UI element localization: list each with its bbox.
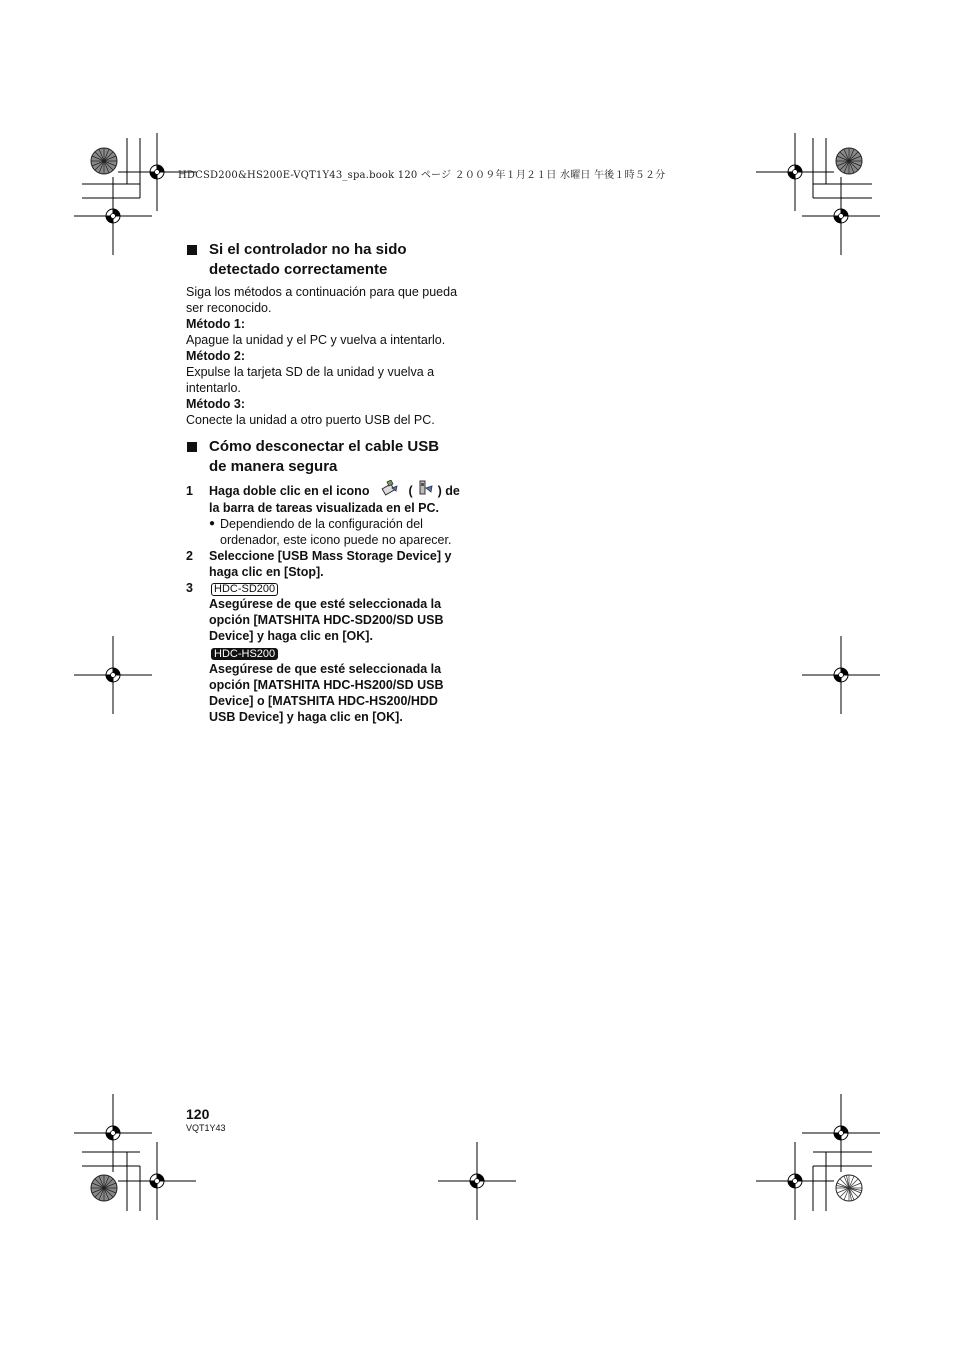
step-text: ) de xyxy=(437,484,460,498)
method-label: Método 1: xyxy=(186,317,246,331)
color-wheel-icon-bottom-right xyxy=(836,1175,862,1201)
method-text: Expulse la tarjeta SD de la unidad y vuelva a xyxy=(186,365,435,379)
step-number: 2 xyxy=(186,548,193,563)
intro-text: Siga los métodos a continuación para que pueda xyxy=(186,285,458,299)
method-text: Apague la unidad y el PC y vuelva a intentarlo. xyxy=(186,333,446,347)
section-title-line: Cómo desconectar el cable USB xyxy=(209,438,440,455)
color-wheel-icon-bottom-left xyxy=(91,1175,117,1201)
step-text: USB Device] y haga clic en [OK]. xyxy=(209,709,403,724)
section-title-line: detectado correctamente xyxy=(209,261,388,278)
step-text: ( xyxy=(408,484,413,498)
safely-remove-hardware-icon xyxy=(381,480,399,500)
note-text: ordenador, este icono puede no aparecer. xyxy=(220,532,452,547)
step-note xyxy=(209,516,466,548)
crosshair-registration-icon xyxy=(74,636,152,714)
usb-device-eject-icon xyxy=(417,480,433,500)
method-label: Método 2: xyxy=(186,349,246,363)
note-bullet: ● xyxy=(209,517,216,529)
step-text: la barra de tareas visualizada en el PC. xyxy=(209,500,439,515)
square-bullet-icon xyxy=(187,442,197,452)
step-text: Seleccione [USB Mass Storage Device] y xyxy=(209,548,452,563)
section-title-line: Si el controlador no ha sido xyxy=(209,241,407,258)
crosshair-registration-icon xyxy=(802,636,880,714)
step-text: opción [MATSHITA HDC-SD200/SD USB xyxy=(209,612,444,627)
step-text: Asegúrese de que esté seleccionada la xyxy=(209,596,442,611)
method-label: Método 3: xyxy=(186,397,246,411)
step-2 xyxy=(186,548,466,580)
section-title-line: de manera segura xyxy=(209,458,338,475)
model-tag-hs200: HDC-HS200 xyxy=(211,648,278,660)
crosshair-registration-icon xyxy=(74,1094,152,1172)
print-header: HDCSD200&HS200E-VQT1Y43_spa.book 120 ページ ２００９年１月２１日 水曜日 午後１時５２分 xyxy=(178,170,666,181)
intro-text: ser reconocido. xyxy=(186,301,272,315)
crosshair-registration-icon xyxy=(438,1142,516,1220)
color-wheel-icon-top-left xyxy=(91,148,117,174)
model-code: VQT1Y43 xyxy=(186,1123,226,1133)
crosshair-registration-icon xyxy=(802,177,880,255)
method-text: Conecte la unidad a otro puerto USB del PC. xyxy=(186,413,435,427)
step-3 xyxy=(186,580,466,725)
step-text: opción [MATSHITA HDC-HS200/SD USB xyxy=(209,677,444,692)
crosshair-registration-icon xyxy=(756,1142,834,1220)
method-text: intentarlo. xyxy=(186,381,241,395)
crosshair-registration-icon xyxy=(802,1094,880,1172)
crosshair-registration-icon xyxy=(118,1142,196,1220)
step-text: Asegúrese de que esté seleccionada la xyxy=(209,661,442,676)
step-text: Haga doble clic en el icono xyxy=(209,484,370,498)
step-number: 3 xyxy=(186,580,193,595)
step-text: Device] y haga clic en [OK]. xyxy=(209,628,373,643)
color-wheel-icon-top-right xyxy=(836,148,862,174)
square-bullet-icon xyxy=(187,245,197,255)
section-title-driver-not-detected xyxy=(186,240,466,280)
step-number: 1 xyxy=(186,484,193,498)
page-number: 120 xyxy=(186,1106,210,1122)
crosshair-registration-icon xyxy=(756,133,834,211)
step-text: haga clic en [Stop]. xyxy=(209,564,324,579)
step-1 xyxy=(186,483,466,548)
model-tag-sd200: HDC-SD200 xyxy=(211,583,278,596)
step-text: Device] o [MATSHITA HDC-HS200/HDD xyxy=(209,693,438,708)
section-title-disconnect-usb xyxy=(186,437,466,477)
note-text: Dependiendo de la configuración del xyxy=(220,516,423,531)
page-content xyxy=(186,240,466,725)
